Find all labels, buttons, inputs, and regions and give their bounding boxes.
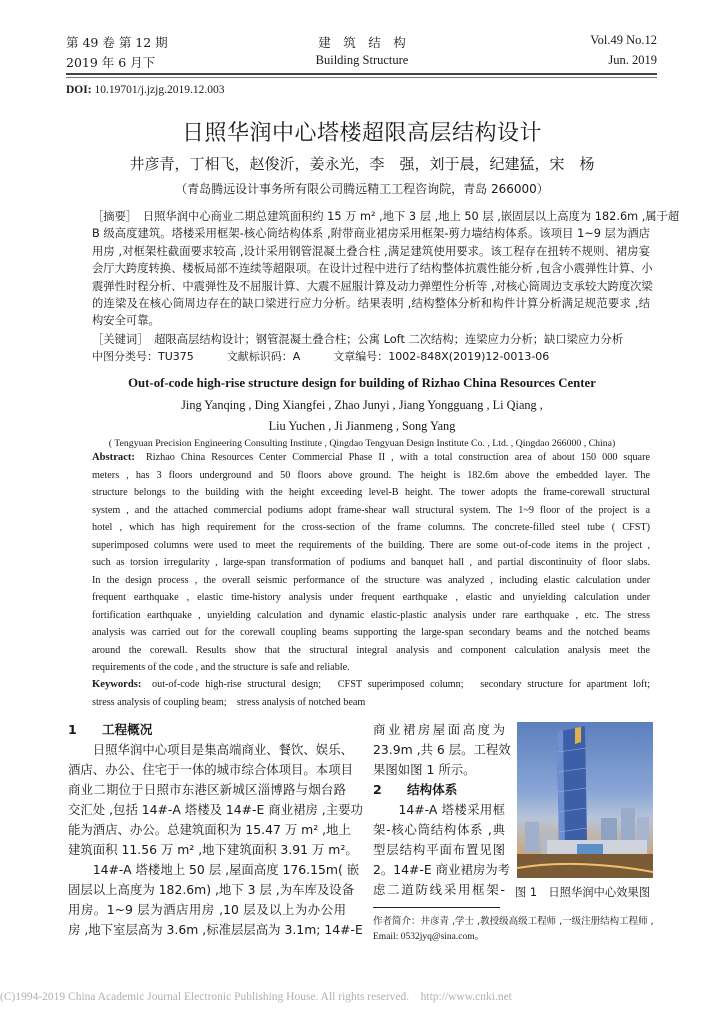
header-rule [66, 73, 657, 75]
text-line: 型层结构平面布置见图 [373, 842, 505, 857]
text-line: fortification earthquake , unyielding calculation and dynamic elastic-plastic analysis under rare earthquake , etc. The stress [92, 609, 650, 621]
text-line: 日照华润中心项目是集高端商业、餐饮、娱乐、 [68, 742, 353, 757]
text-line: frequent earthquake , elastic time-history analysis under frequent earthquake , elastic and unyielding calculation under [92, 592, 650, 603]
doi[interactable] [66, 84, 224, 96]
footnote-author-bio: 作者简介：井彦青 ,学士 ,教授级高级工程师 ,一级注册结构工程师 , [373, 916, 654, 927]
tower-rendering-image [517, 722, 653, 878]
text-line: 交汇处 ,包括 14#-A 塔楼及 14#-E 商业裙房 ,主要功 [68, 802, 363, 817]
keywords-en [92, 676, 650, 711]
affiliation-cn: （青岛腾远设计事务所有限公司腾远精工工程咨询院，青岛 266000） [175, 182, 549, 196]
text-line: B 级高度建筑。塔楼采用框架-核心筒结构体系 ,附带商业裙房采用框架-剪力墙结构体系。该项目 1~9 层为酒店 [92, 227, 650, 241]
text-line: 虑二道防线采用框架- [373, 882, 505, 897]
section-1-paragraph-2-cont [373, 720, 511, 780]
text-line: such as torsion irregularity , large-span transformation of podiums and banquet hall , and partial discontinuity of floor slabs. [92, 557, 650, 568]
text-line: 商业二期位于日照市东港区新城区淄博路与烟台路 [68, 782, 346, 797]
text-line: 23.9m ,共 6 层。工程效 [373, 742, 511, 757]
text-line: 商业裙房屋面高度为 [373, 722, 505, 737]
text-line: In the design process , the overall seismic performance of the structure was analyzed , including elastic calculation under [92, 574, 650, 586]
journal-name-cn: 建 筑 结 构 [318, 35, 406, 50]
footnote-rule [373, 907, 500, 908]
section-2-heading: 2 结构体系 [373, 782, 458, 797]
text-line: 房 ,地下室层高为 3.6m ,标准层层高为 3.1m; 14#-E [68, 922, 363, 937]
text-line: 用房。1~9 层为酒店用房 ,10 层及以上为办公用 [68, 902, 346, 917]
text-line: 架-核心筒结构体系 ,典 [373, 822, 505, 837]
journal-name-en: Building Structure [315, 53, 409, 67]
text-line: 用房 ,对框架柱截面要求较高 ,设计采用钢管混凝土叠合柱 ,满足建筑使用要求。该工程存在扭转不规则、裙房宴 [92, 244, 650, 258]
text-line: ［摘要］ 日照华润中心商业二期总建筑面积约 15 万 m² ,地下 3 层 ,地上 50 层 ,嵌固层以上高度为 182.6m ,属于超 [92, 210, 680, 223]
figure-1-rendering [517, 722, 653, 878]
figure-1-caption: 图 1 日照华润中心效果图 [515, 886, 651, 899]
text-line: 能为酒店、办公。总建筑面积为 15.47 万 m² ,地上 [68, 822, 351, 837]
section-1-paragraph-1 [68, 740, 363, 860]
volume-issue-en: Vol.49 No.12 [590, 33, 657, 47]
date-en: Jun. 2019 [608, 53, 657, 67]
authors-en-line2: Liu Yuchen , Ji Jianmeng , Song Yang [268, 419, 456, 433]
text-line: hotel , which has high requirement for the cross-section of the frame columns. The concrete-filled steel tube ( CFST) [92, 522, 650, 533]
affiliation-en: ( Tengyuan Precision Engineering Consulting Institute , Qingdao Tengyuan Design Institute Co. , Ltd. , Qingdao 266000 , China) [108, 438, 616, 449]
keywords-en-label: Keywords: [92, 679, 142, 690]
text-line: meters , has 3 floors underground and 50 floors above ground. The height is 182.6m above the embedded layer. The [92, 469, 650, 481]
date-cn: 2019 年 6 月下 [66, 55, 156, 70]
text-line: structure belongs to the building with the height exceeding level-B height. The tower adopts the frame-corewall structural [92, 487, 650, 498]
section-2-paragraph-1 [373, 800, 511, 900]
text-line: 酒店、办公、住宅于一体的城市综合体项目。本项目 [68, 762, 353, 777]
section-1-paragraph-2 [68, 860, 363, 940]
text-line: 会厅大跨度转换、楼板局部不连续等超限项。在设计过程中进行了结构整体抗震性能分析 ,包含小震弹性计算、小 [92, 262, 653, 276]
abstract-cn [92, 208, 680, 330]
title-cn: 日照华润中心塔楼超限高层结构设计 [181, 121, 542, 146]
text-line: 14#-A 塔楼采用框 [373, 802, 505, 817]
volume-issue-cn: 第 49 卷 第 12 期 [66, 35, 168, 50]
copyright-watermark: (C)1994-2019 China Academic Journal Electronic Publishing House. All rights reserved. http://www.cnki.net [0, 991, 512, 1003]
text-line: 震弹性时程分析、中震弹性及不屈服计算、大震不屈服计算及动力弹塑性分析等 ,对核心筒周边支承较大跨度次梁 [92, 279, 653, 293]
text-line: 2。14#-E 商业裙房为考 [373, 862, 511, 877]
abstract-en-label: Abstract: [92, 452, 135, 463]
text-line: 构安全可靠。 [92, 314, 160, 328]
classification-cn: 中图分类号：TU375 文献标识码：A 文章编号：1002-848X(2019)12-0013-06 [92, 350, 550, 363]
text-line: 建筑面积 11.56 万 m² ,地下建筑面积 3.91 万 m²。 [68, 842, 358, 857]
doi-label: DOI: [66, 84, 92, 96]
abstract-en [92, 449, 650, 677]
text-line: analysis was carried out for the corewall coupling beams supporting the large-span secondary beams and the notched beams [92, 627, 650, 638]
text-line: out-of-code high-rise structural design; CFST superimposed column; secondary structure for apartment loft; [152, 679, 650, 690]
text-line: 果图如图 1 所示。 [373, 762, 476, 777]
authors-en-line1: Jing Yanqing , Ding Xiangfei , Zhao Junyi , Jiang Yongguang , Li Qiang , [181, 398, 543, 412]
keywords-cn: ［关键词］ 超限高层结构设计；钢管混凝土叠合柱；公寓 Loft 二次结构；连梁应力分析；缺口梁应力分析 [92, 333, 624, 346]
text-line: system , and the attached commercial podiums adopt frame-shear wall structural system. The 1~9 floor of the project is a [92, 504, 650, 516]
text-line: stress analysis of coupling beam; stress analysis of notched beam [92, 696, 366, 708]
header-rule-thin [66, 77, 657, 78]
authors-cn: 井彦青，丁相飞，赵俊沂，姜永光，李 强，刘于晨，纪建猛，宋 杨 [129, 155, 595, 173]
text-line: 14#-A 塔楼地上 50 层 ,屋面高度 176.15m( 嵌 [68, 862, 360, 877]
text-line: Rizhao China Resources Center Commercial Phase II , with a total construction area of about 150 000 square [146, 452, 650, 463]
doi-value: 10.19701/j.jzjg.2019.12.003 [94, 84, 225, 96]
text-line: requirements of the code , and the structure is safe and reliable. [92, 662, 350, 673]
footnote-email[interactable]: Email: 0532jyq@sina.com。 [373, 932, 485, 942]
text-line: superimposed columns were used to meet the requirements of the building. There are some out-of-code items in the project , [92, 539, 650, 551]
section-1-heading: 1 工程概况 [68, 722, 153, 737]
title-en: Out-of-code high-rise structure design for building of Rizhao China Resources Center [128, 376, 596, 390]
text-line: around the corewall. Results show that the structural integral analysis and component calculation analysis meet the [92, 644, 650, 656]
text-line: 的连梁及在核心筒周边存在的缺口梁进行应力分析。结果表明 ,结构整体分析和构件计算分析满足规范要求 ,结 [92, 297, 650, 311]
text-line: 固层以上高度为 182.6m) ,地下 3 层 ,为车库及设备 [68, 882, 355, 897]
